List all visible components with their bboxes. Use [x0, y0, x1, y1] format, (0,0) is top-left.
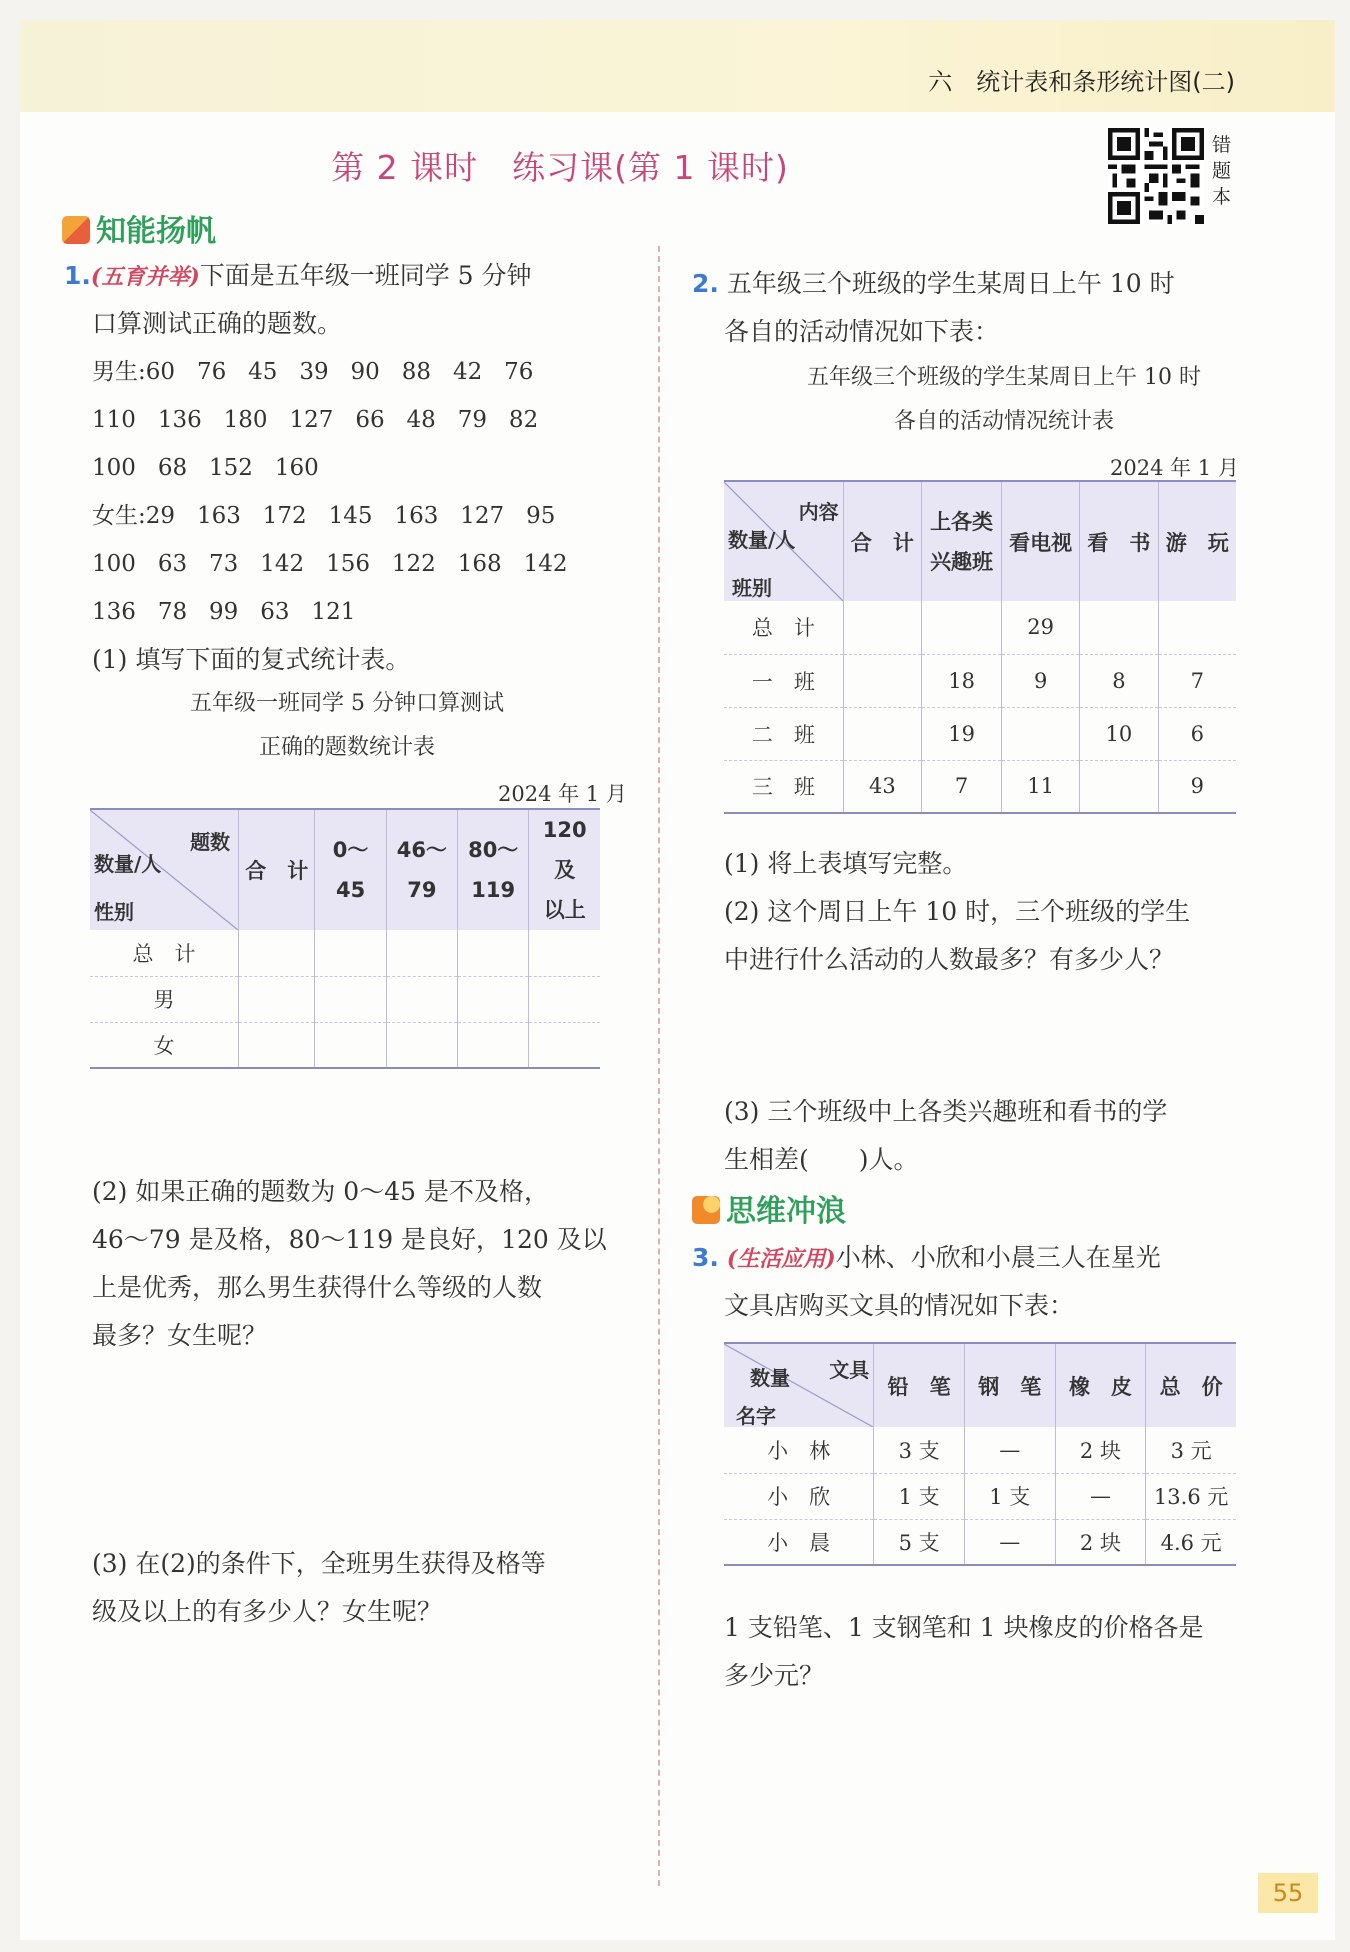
- q1-col-46-79: 46～ 79: [386, 809, 457, 930]
- q2-table-title2: 各自的活动情况统计表: [893, 409, 1114, 434]
- q1-intro-line2: 口算测试正确的题数。: [92, 309, 343, 338]
- q3-table-diag-cell: 文具 数量 名字: [724, 1343, 874, 1427]
- section-heading-1: 知能扬帆: [62, 206, 216, 250]
- q1-part2-line3: 上是优秀，那么男生获得什么等级的人数: [92, 1273, 543, 1302]
- table-row: 小 林 3 支 — 2 块 3 元: [724, 1427, 1236, 1473]
- qr-label: 错 题 本: [1212, 134, 1232, 208]
- q2-col-play: 游 玩: [1158, 481, 1236, 601]
- q1-table-date: 2024 年 1 月: [498, 782, 627, 806]
- table-row: 小 晨 5 支 — 2 块 4.6 元: [724, 1519, 1236, 1565]
- section-heading-2: 思维冲浪: [692, 1186, 846, 1230]
- q2-part2-line1: (2) 这个周日上午 10 时，三个班级的学生: [724, 897, 1191, 926]
- q1-col-120-plus: 120 及 以上: [529, 809, 600, 930]
- q2-col-reading: 看 书: [1080, 481, 1158, 601]
- q1-part2-line4: 最多？女生呢？: [92, 1321, 268, 1350]
- sail-icon: [62, 216, 90, 244]
- q3-question-line1: 1 支铅笔、1 支钢笔和 1 块橡皮的价格各是: [724, 1613, 1204, 1642]
- q1-intro: 1.(五育并举)下面是五年级一班同学 5 分钟: [64, 261, 532, 290]
- q2-intro-line2: 各自的活动情况如下表：: [724, 317, 1000, 346]
- boys-scores-row2: 110 136 180 127 66 48 79 82: [92, 407, 539, 433]
- q3-col-pen: 钢 笔: [964, 1343, 1055, 1427]
- chapter-title: 六 统计表和条形统计图(二): [928, 68, 1235, 96]
- q2-table-title1: 五年级三个班级的学生某周日上午 10 时: [807, 365, 1201, 390]
- qr-code-icon[interactable]: [1108, 128, 1204, 224]
- q3-col-total-price: 总 价: [1146, 1343, 1236, 1427]
- q3-question-line2: 多少元？: [724, 1661, 825, 1690]
- page: [20, 20, 1335, 1940]
- table-row: 总 计: [90, 930, 600, 976]
- q1-part1: (1) 填写下面的复式统计表。: [92, 645, 411, 674]
- lesson-title: 第 2 课时 练习课(第 1 课时): [331, 148, 789, 187]
- q1-part3-line1: (3) 在(2)的条件下，全班男生获得及格等: [92, 1549, 546, 1578]
- girls-scores-row3: 136 78 99 63 121: [92, 599, 356, 625]
- q1-table-title1: 五年级一班同学 5 分钟口算测试: [190, 691, 504, 716]
- boys-scores-row1: 男生:60 76 45 39 90 88 42 76: [92, 359, 534, 385]
- table-row: 女: [90, 1022, 600, 1068]
- girls-scores-row2: 100 63 73 142 156 122 168 142: [92, 551, 568, 577]
- q3-table: [724, 1342, 1236, 1566]
- table-row: 三 班 43 7 11 9: [724, 760, 1236, 813]
- q1-table-diag-cell: 题数 数量/人 性别: [90, 809, 239, 930]
- q1-table: [90, 808, 600, 1069]
- q1-part2-line2: 46～79 是及格，80～119 是良好，120 及以: [92, 1225, 607, 1254]
- q3-intro: 3. (生活应用)小林、小欣和小晨三人在星光: [692, 1243, 1161, 1272]
- q2-table-date: 2024 年 1 月: [1110, 456, 1239, 480]
- q3-col-eraser: 橡 皮: [1055, 1343, 1146, 1427]
- q1-col-0-45: 0～ 45: [315, 809, 386, 930]
- q3-col-pencil: 铅 笔: [874, 1343, 965, 1427]
- q2-part3-line1: (3) 三个班级中上各类兴趣班和看书的学: [724, 1097, 1168, 1126]
- q2-col-tv: 看电视: [1002, 481, 1080, 601]
- q1-col-80-119: 80～ 119: [457, 809, 529, 930]
- q2-part3-line2: 生相差( )人。: [724, 1145, 919, 1174]
- q2-part1: (1) 将上表填写完整。: [724, 849, 968, 878]
- q1-table-title2: 正确的题数统计表: [258, 735, 435, 760]
- q2-table-diag-cell: 内容 数量/人 班别: [724, 481, 843, 601]
- q2-intro: 2. 五年级三个班级的学生某周日上午 10 时: [692, 269, 1175, 298]
- q2-col-total: 合 计: [843, 481, 921, 601]
- q2-table: [724, 480, 1236, 814]
- table-row: 小 欣 1 支 1 支 — 13.6 元: [724, 1473, 1236, 1519]
- table-row: 男: [90, 976, 600, 1022]
- q1-part3-line2: 级及以上的有多少人？女生呢？: [92, 1597, 443, 1626]
- wave-icon: [692, 1196, 720, 1224]
- table-row: 总 计 29: [724, 601, 1236, 654]
- table-row: 一 班 18 9 8 7: [724, 654, 1236, 707]
- q3-intro-line2: 文具店购买文具的情况如下表：: [724, 1291, 1075, 1320]
- q2-part2-line2: 中进行什么活动的人数最多？有多少人？: [724, 945, 1175, 974]
- column-divider: [658, 246, 660, 1886]
- q2-col-interest-class: 上各类 兴趣班: [922, 481, 1002, 601]
- table-row: 二 班 19 10 6: [724, 707, 1236, 760]
- page-number: 55: [1258, 1873, 1318, 1913]
- boys-scores-row3: 100 68 152 160: [92, 455, 319, 481]
- girls-scores-row1: 女生:29 163 172 145 163 127 95: [92, 503, 556, 529]
- q1-col-total: 合 计: [239, 809, 315, 930]
- q1-part2-line1: (2) 如果正确的题数为 0～45 是不及格，: [92, 1177, 549, 1206]
